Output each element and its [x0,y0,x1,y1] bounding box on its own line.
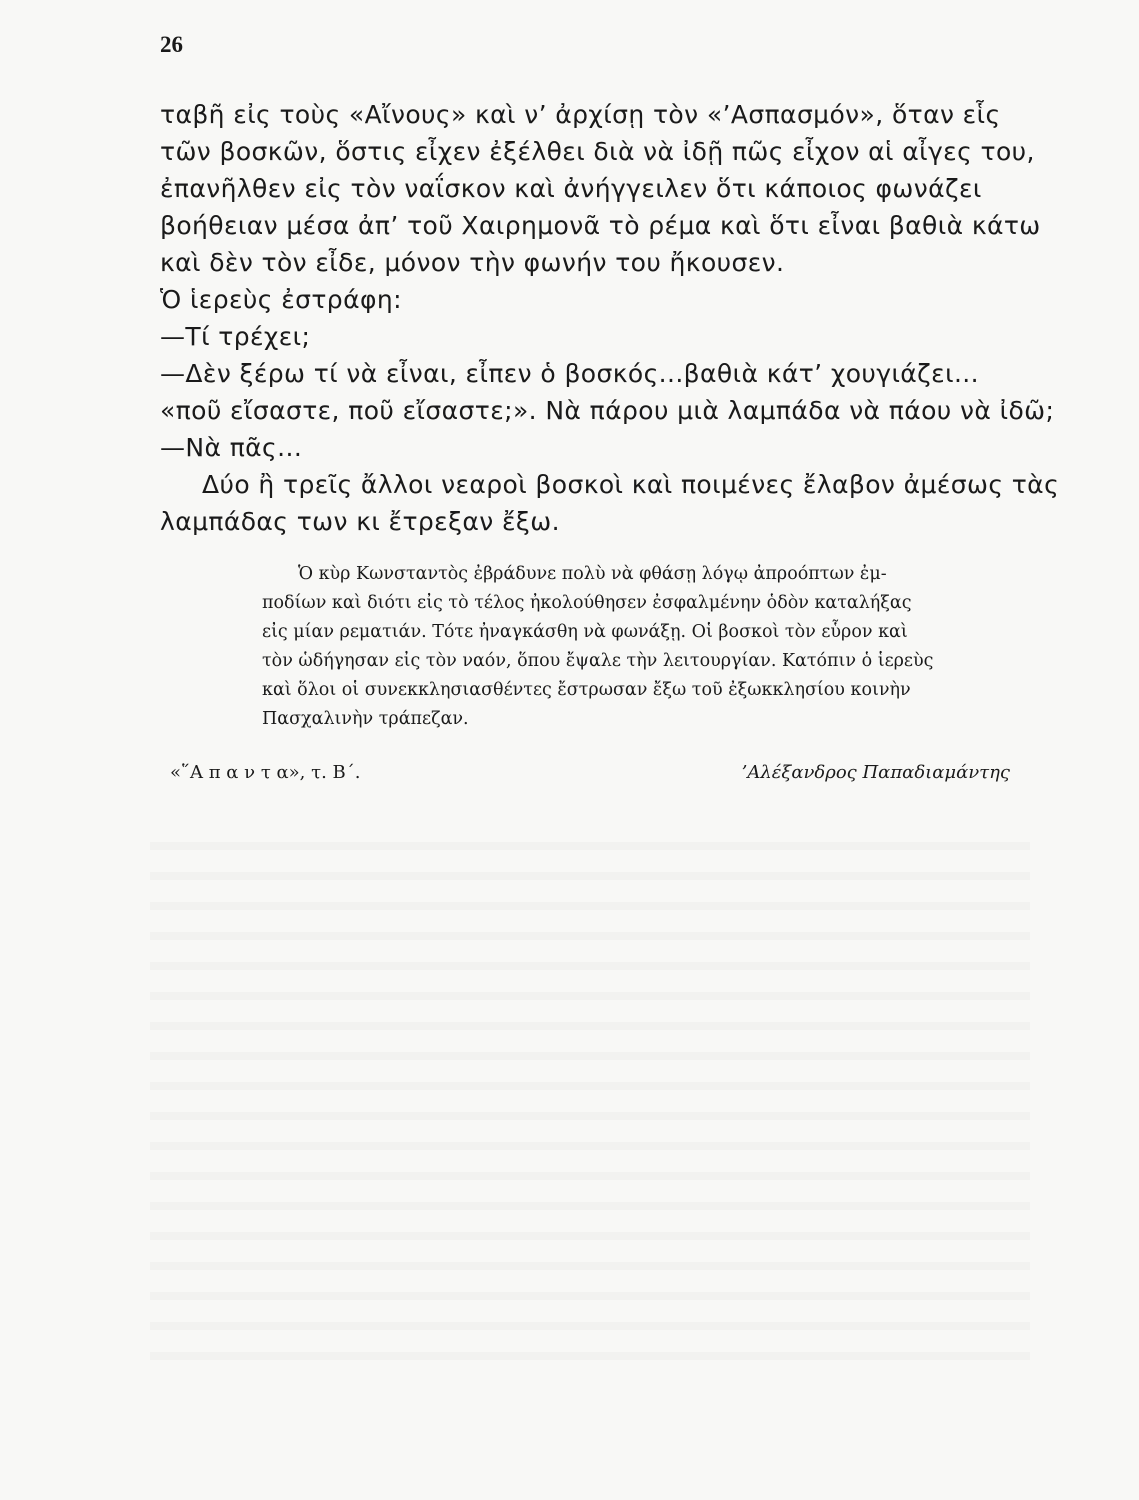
body-line: —Δὲν ξέρω τί νὰ εἶναι, εἶπεν ὁ βοσκός...βαθιὰ κάτ’ χουγιάζει... [160,359,979,388]
body-line: —Νὰ πᾶς... [160,433,303,462]
body-line: τῶν βοσκῶν, ὅστις εἶχεν ἐξέλθει διὰ νὰ ἰδῇ πῶς εἶχον αἱ αἶγες του, [160,137,1035,166]
note-line: εἰς μίαν ρεματιάν. Τότε ἠναγκάσθη νὰ φωνάξῃ. Οἱ βοσκοὶ τὸν εὗρον καὶ [262,622,908,642]
summary-note [262,560,1022,734]
body-line: Ὁ ἱερεὺς ἐστράφη: [160,285,402,314]
body-line: —Τί τρέχει; [160,322,311,351]
note-line: καὶ ὅλοι οἱ συνεκκλησιασθέντες ἔστρωσαν ἔξω τοῦ ἐξωκκλησίου κοινὴν [262,680,911,700]
body-line: «ποῦ εἴσαστε, ποῦ εἴσαστε;». Νὰ πάρου μιὰ λαμπάδα νὰ πάου νὰ ἰδῶ; [160,396,1055,425]
note-line: Πασχαλινὴν τράπεζαν. [262,709,469,729]
page-number: 26 [160,32,183,57]
show-through-area [150,820,1030,1380]
body-line: ταβῆ εἰς τοὺς «Αἴνους» καὶ ν’ ἀρχίσῃ τὸν «’Ασπασμόν», ὅταν εἷς [160,100,1001,129]
body-line: βοήθειαν μέσα ἀπ’ τοῦ Χαιρημονᾶ τὸ ρέμα καὶ ὅτι εἶναι βαθιὰ κάτω [160,211,1041,240]
note-line: τὸν ὡδήγησαν εἰς τὸν ναόν, ὅπου ἔψαλε τὴν λειτουργίαν. Κατόπιν ὁ ἱερεὺς [262,651,934,671]
body-line: ἐπανῆλθεν εἰς τὸν ναΐσκον καὶ ἀνήγγειλεν ὅτι κάποιος φωνάζει [160,174,982,203]
main-text [160,96,1060,540]
body-line: λαμπάδας των κι ἔτρεξαν ἔξω. [160,507,560,536]
note-line: Ὁ κὺρ Κωνσταντὸς ἐβράδυνε πολὺ νὰ φθάσῃ λόγῳ ἀπροόπτων ἐμ- [298,564,887,584]
body-line: καὶ δὲν τὸν εἶδε, μόνον τὴν φωνήν του ἤκουσεν. [160,248,785,277]
body-line: Δύο ἢ τρεῖς ἄλλοι νεαροὶ βοσκοὶ καὶ ποιμένες ἔλαβον ἀμέσως τὰς [202,470,1060,499]
source-reference: «῞Α π α ν τ α», τ. Β΄. [170,762,361,783]
note-line: ποδίων καὶ διότι εἰς τὸ τέλος ἠκολούθησεν ἐσφαλμένην ὁδὸν καταλήξας [262,593,912,613]
author-name: ’Αλέξανδρος Παπαδιαμάντης [741,762,1010,783]
